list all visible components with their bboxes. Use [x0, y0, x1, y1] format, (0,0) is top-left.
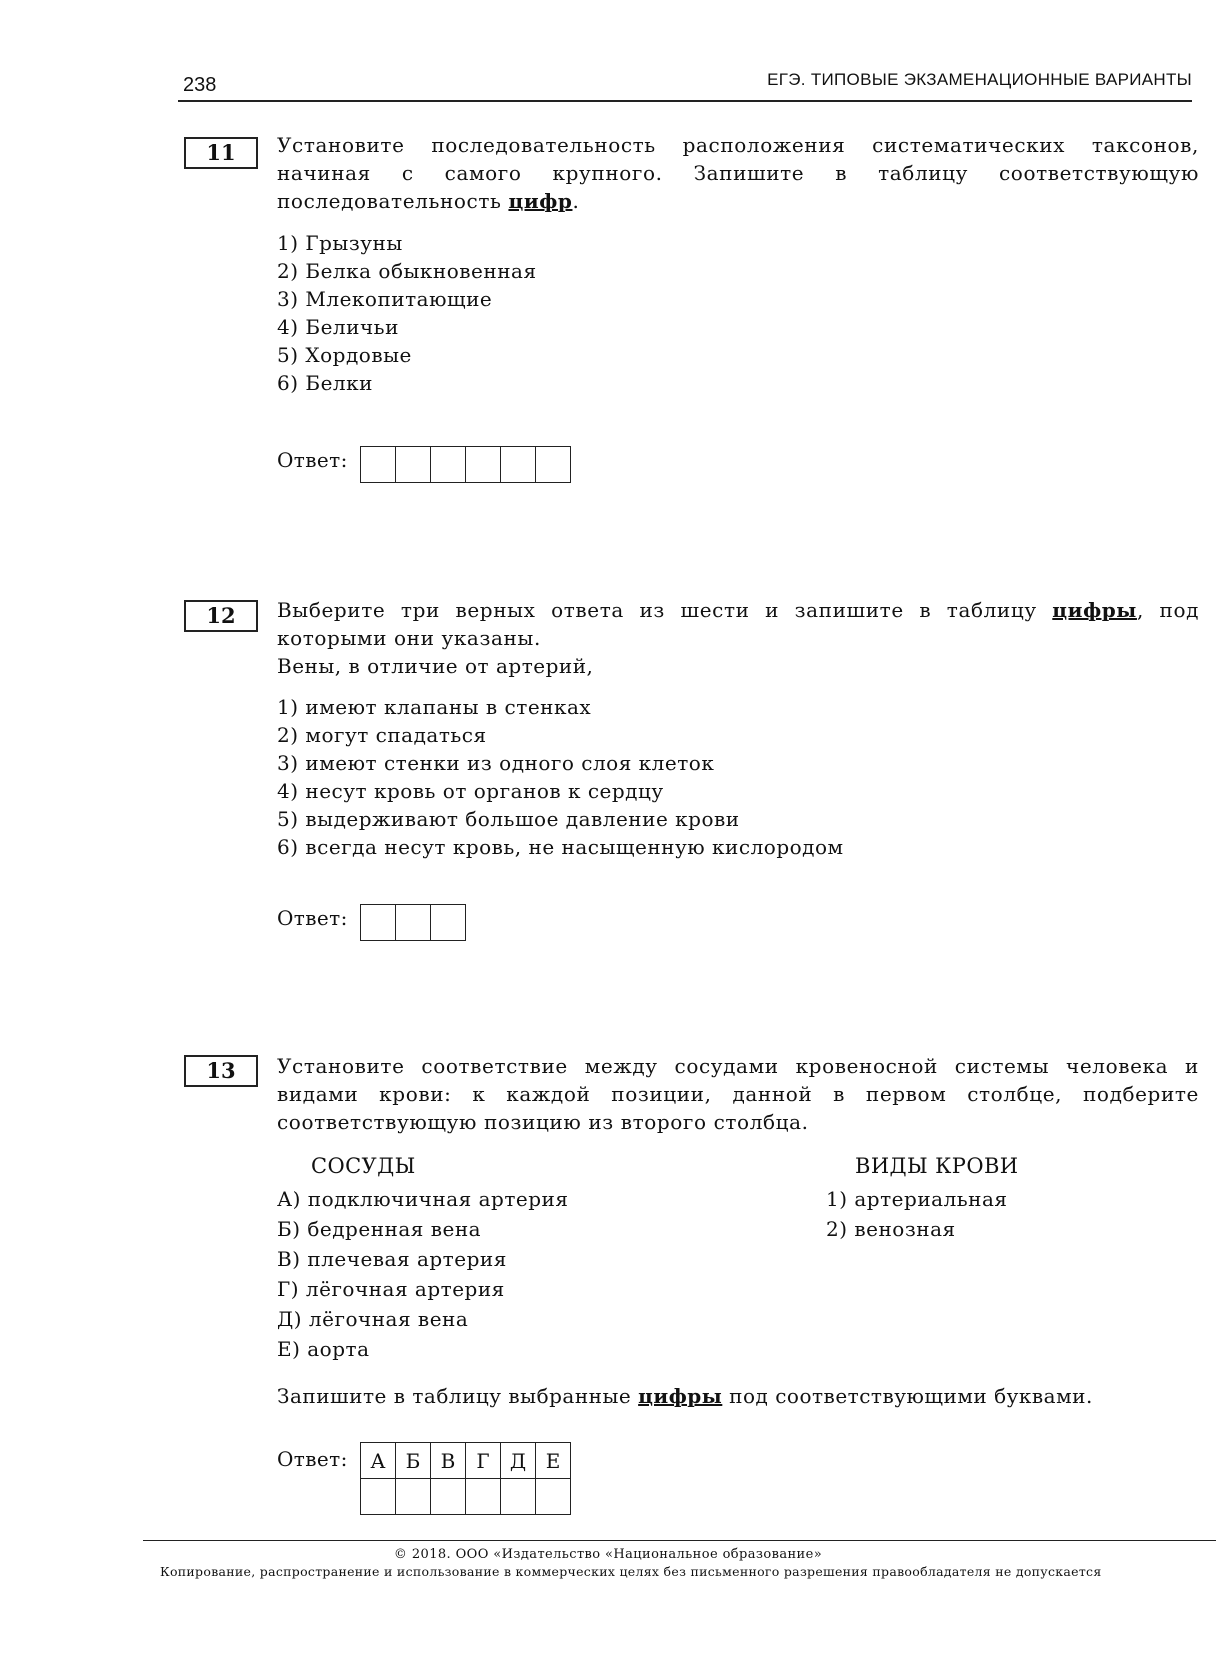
answer-cell[interactable] — [431, 1479, 466, 1515]
answer-cell[interactable] — [396, 1479, 431, 1515]
list-item: Б) бедренная вена — [277, 1217, 482, 1241]
list-item: 1) артериальная — [826, 1187, 1008, 1211]
option: 6) Белки — [277, 371, 373, 395]
letter-cell: Б — [396, 1443, 431, 1479]
blood-types-list — [826, 1184, 1008, 1244]
letter-cell: Г — [466, 1443, 501, 1479]
column-header-vessels: СОСУДЫ — [311, 1154, 416, 1178]
list-item: Д) лёгочная вена — [277, 1307, 469, 1331]
answer-cell[interactable] — [361, 447, 396, 483]
option: 5) Хордовые — [277, 343, 412, 367]
option: 2) Белка обыкновенная — [277, 259, 537, 283]
list-item: Е) аорта — [277, 1337, 370, 1361]
page-number: 238 — [183, 74, 217, 96]
letter-cell: В — [431, 1443, 466, 1479]
question-number-12: 12 — [184, 600, 258, 632]
answer-label-12: Ответ: — [277, 906, 348, 930]
answer-cell[interactable] — [361, 1479, 396, 1515]
answer-cell[interactable] — [361, 905, 396, 941]
question-12-stem: Вены, в отличие от артерий, — [277, 654, 594, 678]
letter-cell: Д — [501, 1443, 536, 1479]
option: 6) всегда несут кровь, не насыщенную кислородом — [277, 835, 844, 859]
answer-cell[interactable] — [466, 447, 501, 483]
option: 1) имеют клапаны в стенках — [277, 695, 592, 719]
answer-cell[interactable] — [396, 905, 431, 941]
question-12-text: Выберите три верных ответа из шести и запишите в таблицу цифры, под которыми они указаны. — [277, 598, 1199, 650]
answer-cell[interactable] — [396, 447, 431, 483]
question-11-text: Установите последовательность расположения систематических таксонов, начиная с самого крупного. Запишите в таблицу соответствующую последовательность цифр. — [277, 133, 1199, 213]
option: 4) несут кровь от органов к сердцу — [277, 779, 664, 803]
question-13-instruction: Запишите в таблицу выбранные цифры под соответствующими буквами. — [277, 1384, 1093, 1408]
answer-cell[interactable] — [501, 1479, 536, 1515]
option: 5) выдерживают большое давление крови — [277, 807, 740, 831]
letter-cell: Е — [536, 1443, 571, 1479]
list-item: В) плечевая артерия — [277, 1247, 507, 1271]
option: 3) имеют стенки из одного слоя клеток — [277, 751, 715, 775]
footer-rule — [143, 1540, 1216, 1541]
running-header-title: ЕГЭ. ТИПОВЫЕ ЭКЗАМЕНАЦИОННЫЕ ВАРИАНТЫ — [767, 70, 1192, 89]
footer-copyright: © 2018. ООО «Издательство «Национальное образование» — [393, 1547, 823, 1562]
answer-cell[interactable] — [536, 1479, 571, 1515]
question-11-options — [277, 229, 537, 397]
answer-grid-13 — [360, 1442, 571, 1515]
list-item: Г) лёгочная артерия — [277, 1277, 505, 1301]
list-item: А) подключичная артерия — [277, 1187, 569, 1211]
footer-notice: Копирование, распространение и использование в коммерческих целях без письменного разрешения правообладателя не допускается — [160, 1564, 1102, 1579]
option: 2) могут спадаться — [277, 723, 487, 747]
question-13-text: Установите соответствие между сосудами кровеносной системы человека и видами крови: к каждой позиции, данной в первом столбце, подберите соответствующую позицию из второго столбца. — [277, 1054, 1199, 1134]
question-number-11: 11 — [184, 137, 258, 169]
answer-label-11: Ответ: — [277, 448, 348, 472]
vessels-list — [277, 1184, 569, 1364]
question-number-13: 13 — [184, 1055, 258, 1087]
column-header-blood-types: ВИДЫ КРОВИ — [855, 1154, 1019, 1178]
list-item: 2) венозная — [826, 1217, 956, 1241]
option: 4) Беличьи — [277, 315, 399, 339]
option: 1) Грызуны — [277, 231, 403, 255]
letter-cell: А — [361, 1443, 396, 1479]
answer-grid-12 — [360, 904, 466, 941]
answer-cell[interactable] — [501, 447, 536, 483]
answer-cell[interactable] — [431, 447, 466, 483]
header-rule — [178, 100, 1192, 102]
answer-label-13: Ответ: — [277, 1447, 348, 1471]
answer-cell[interactable] — [466, 1479, 501, 1515]
option: 3) Млекопитающие — [277, 287, 493, 311]
answer-cell[interactable] — [431, 905, 466, 941]
answer-grid-11 — [360, 446, 571, 483]
question-12-options — [277, 693, 844, 861]
answer-cell[interactable] — [536, 447, 571, 483]
